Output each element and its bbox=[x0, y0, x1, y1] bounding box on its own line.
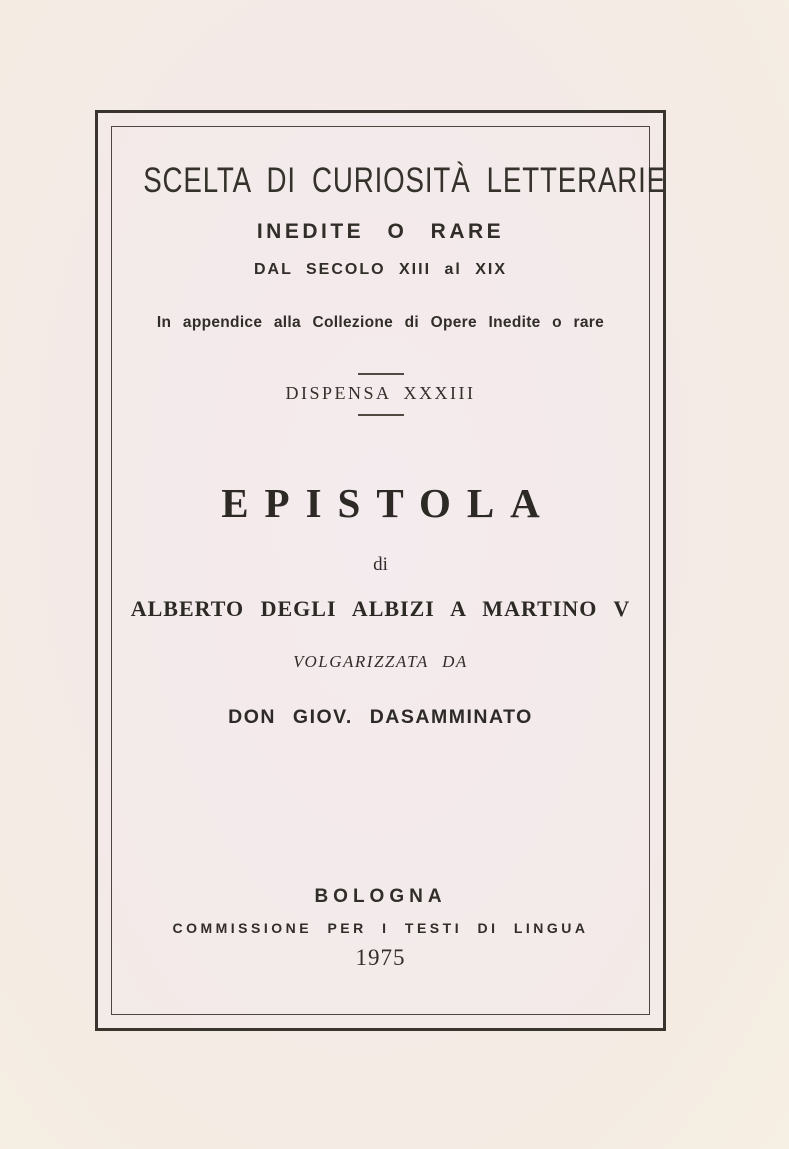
byline-prefix: di bbox=[373, 554, 388, 575]
appendix-note: In appendice alla Collezione di Opere Inedite o rare bbox=[156, 314, 605, 331]
imprint-city: BOLOGNA bbox=[314, 886, 447, 907]
ornament-rule-bottom bbox=[358, 414, 404, 416]
author-line: ALBERTO DEGLI ALBIZI A MARTINO V bbox=[130, 596, 631, 621]
work-title: EPISTOLA bbox=[221, 480, 556, 526]
translation-note: VOLGARIZZATA DA bbox=[293, 652, 468, 671]
series-subtitle: INEDITE O RARE bbox=[256, 220, 505, 243]
imprint-publisher: COMMISSIONE PER I TESTI DI LINGUA bbox=[172, 920, 589, 936]
title-page-frame bbox=[95, 110, 666, 1031]
series-date-range: DAL SECOLO XIII al XIX bbox=[253, 261, 508, 278]
imprint-year: 1975 bbox=[355, 945, 406, 970]
series-title: SCELTA DI CURIOSITÀ LETTERARIE bbox=[143, 159, 667, 200]
ornament-rule-top bbox=[358, 373, 404, 375]
translator-name: DON GIOV. DASAMMINATO bbox=[228, 706, 533, 728]
issue-number: DISPENSA XXXIII bbox=[285, 383, 476, 403]
